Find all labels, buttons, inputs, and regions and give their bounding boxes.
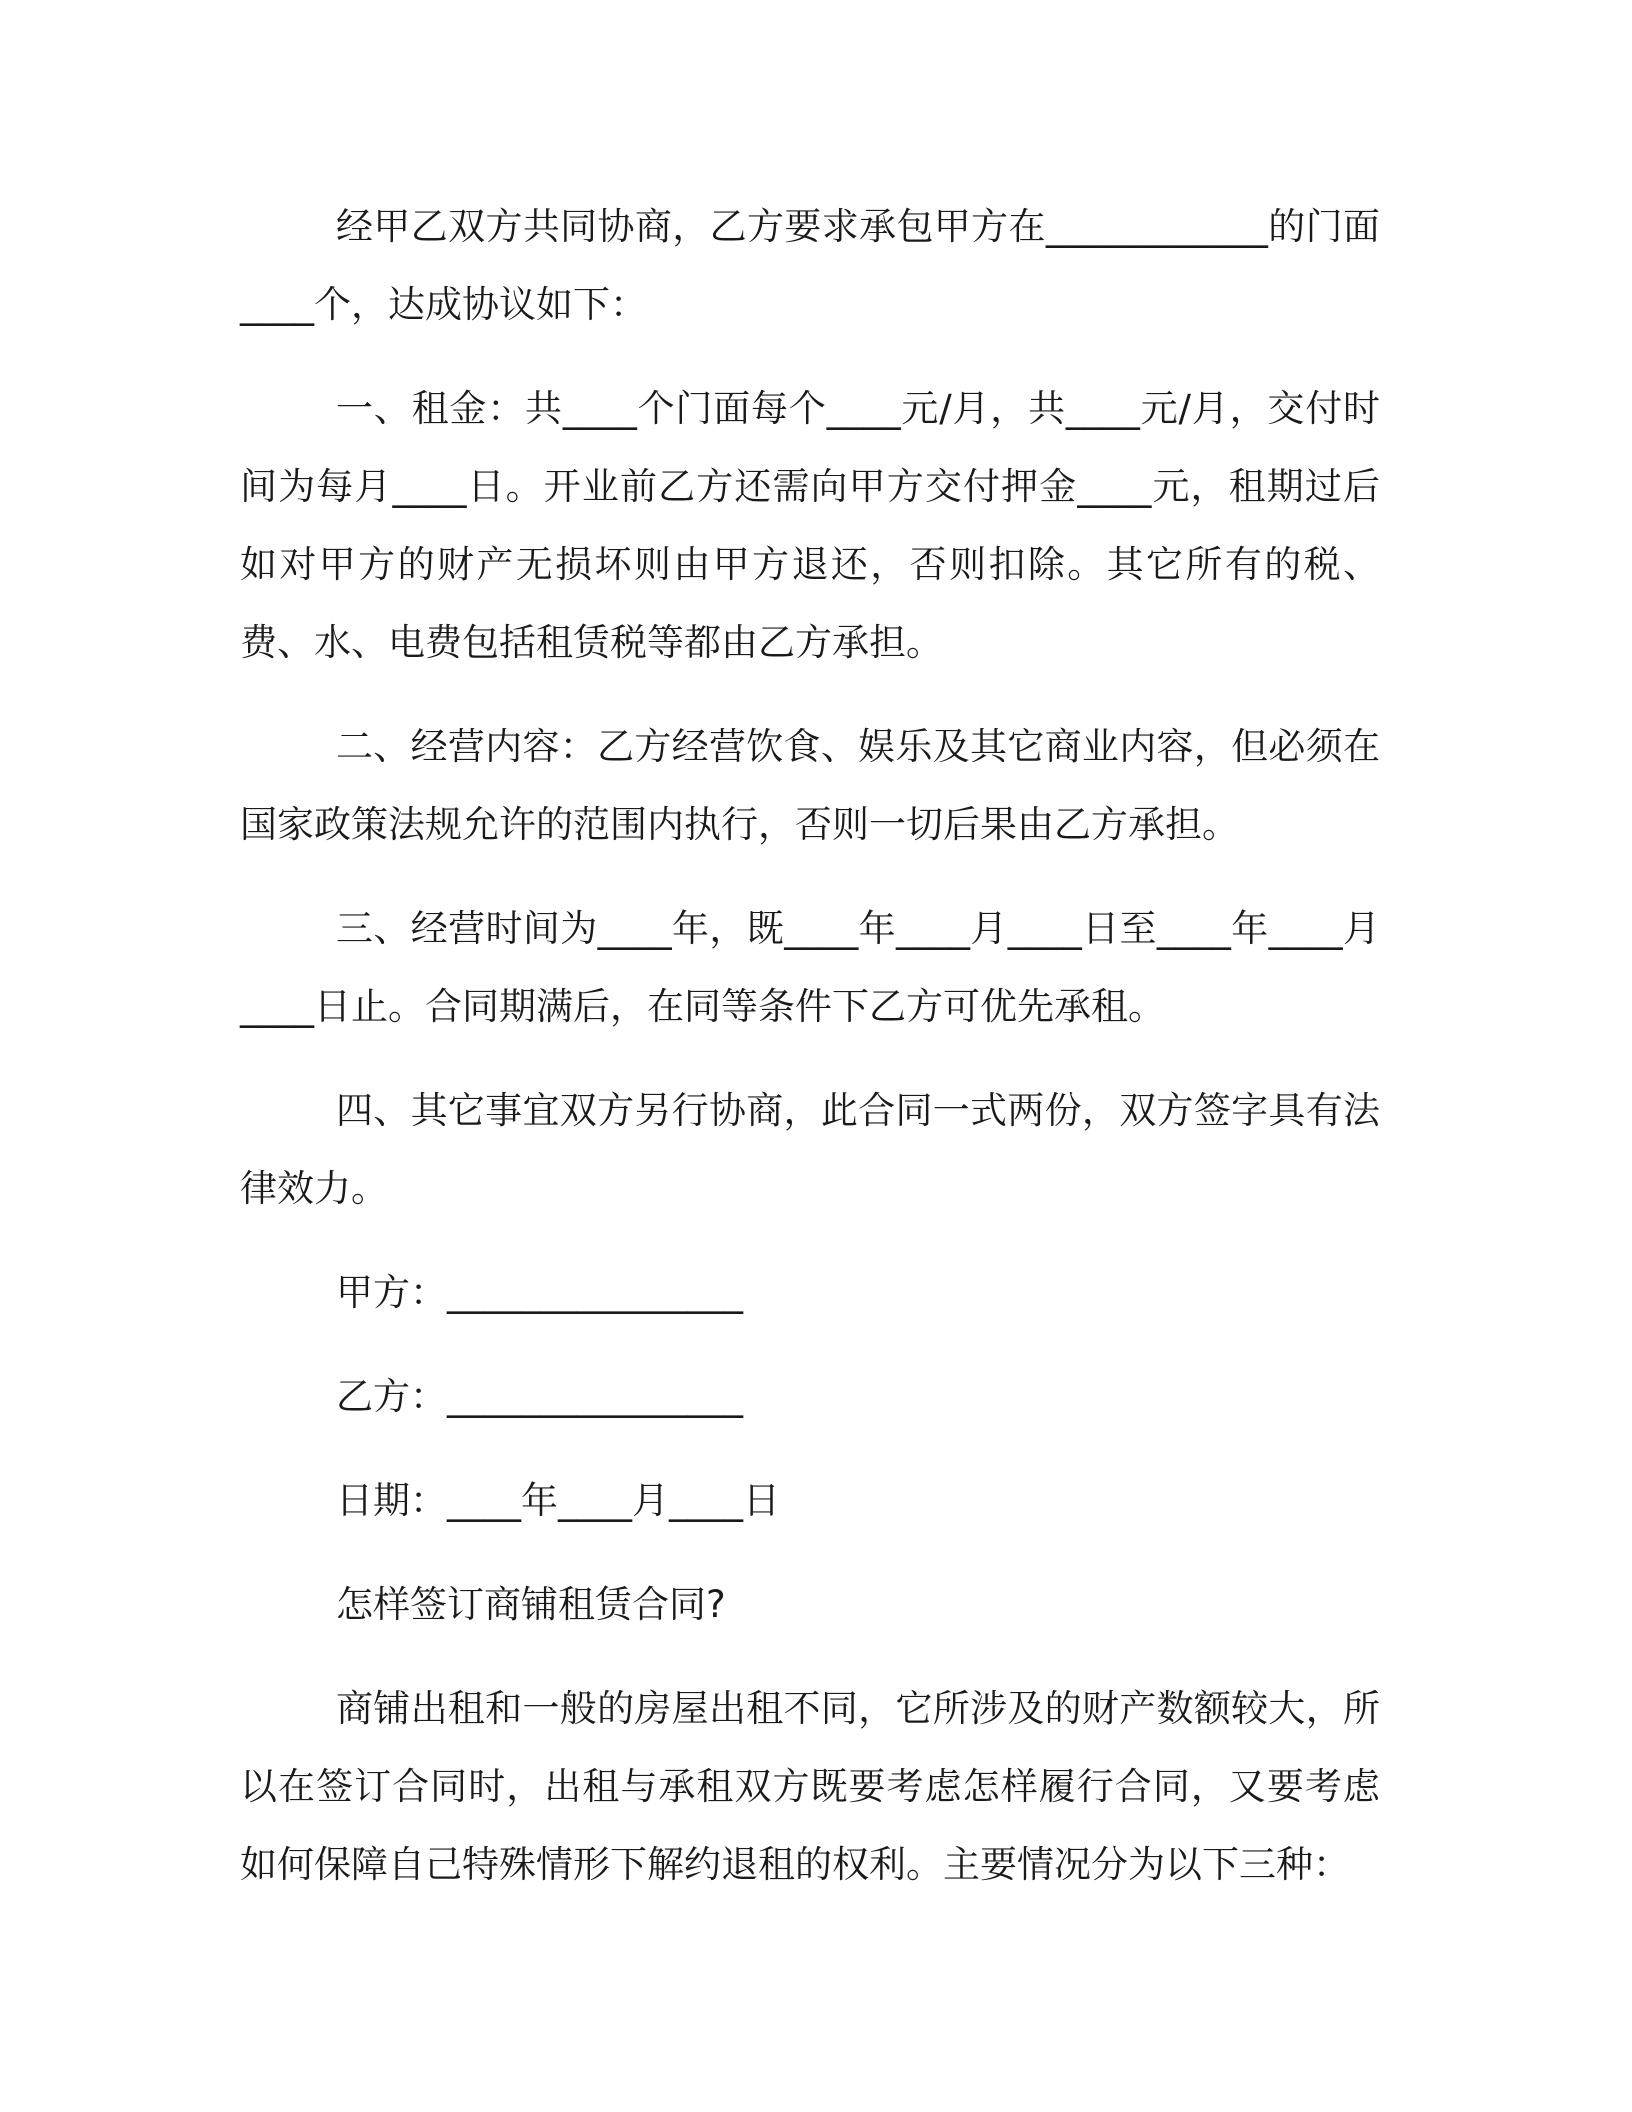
clause-business-content: 二、经营内容：乙方经营饮食、娱乐及其它商业内容，但必须在国家政策法规允许的范围内执行，否则一切后果由乙方承担。 <box>240 725 1380 846</box>
document-body <box>240 188 1380 1930</box>
signature-date: 日期：____年____月____日 <box>336 1479 780 1522</box>
signature-party-a: 甲方：________________ <box>336 1271 743 1314</box>
clause-business-term: 三、经营时间为____年，既____年____月____日至____年____月____日止。合同期满后，在同等条件下乙方可优先承租。 <box>240 907 1380 1028</box>
clause-other-matters: 四、其它事宜双方另行协商，此合同一式两份，双方签字具有法律效力。 <box>240 1089 1380 1210</box>
closing-paragraph: 商铺出租和一般的房屋出租不同，它所涉及的财产数额较大，所以在签订合同时，出租与承租双方既要考虑怎样履行合同，又要考虑如何保障自己特殊情形下解约退租的权利。主要情况分为以下三种： <box>240 1687 1380 1886</box>
clause-rent: 一、租金：共____个门面每个____元/月，共____元/月，交付时间为每月____日。开业前乙方还需向甲方交付押金____元，租期过后如对甲方的财产无损坏则由甲方退还，否则扣除。其它所有的税、费、水、电费包括租赁税等都由乙方承担。 <box>240 387 1380 664</box>
intro-paragraph: 经甲乙双方共同协商，乙方要求承包甲方在____________的门面____个，达成协议如下： <box>240 205 1380 326</box>
section-heading: 怎样签订商铺租赁合同? <box>336 1583 726 1626</box>
signature-party-b: 乙方：________________ <box>336 1375 743 1418</box>
